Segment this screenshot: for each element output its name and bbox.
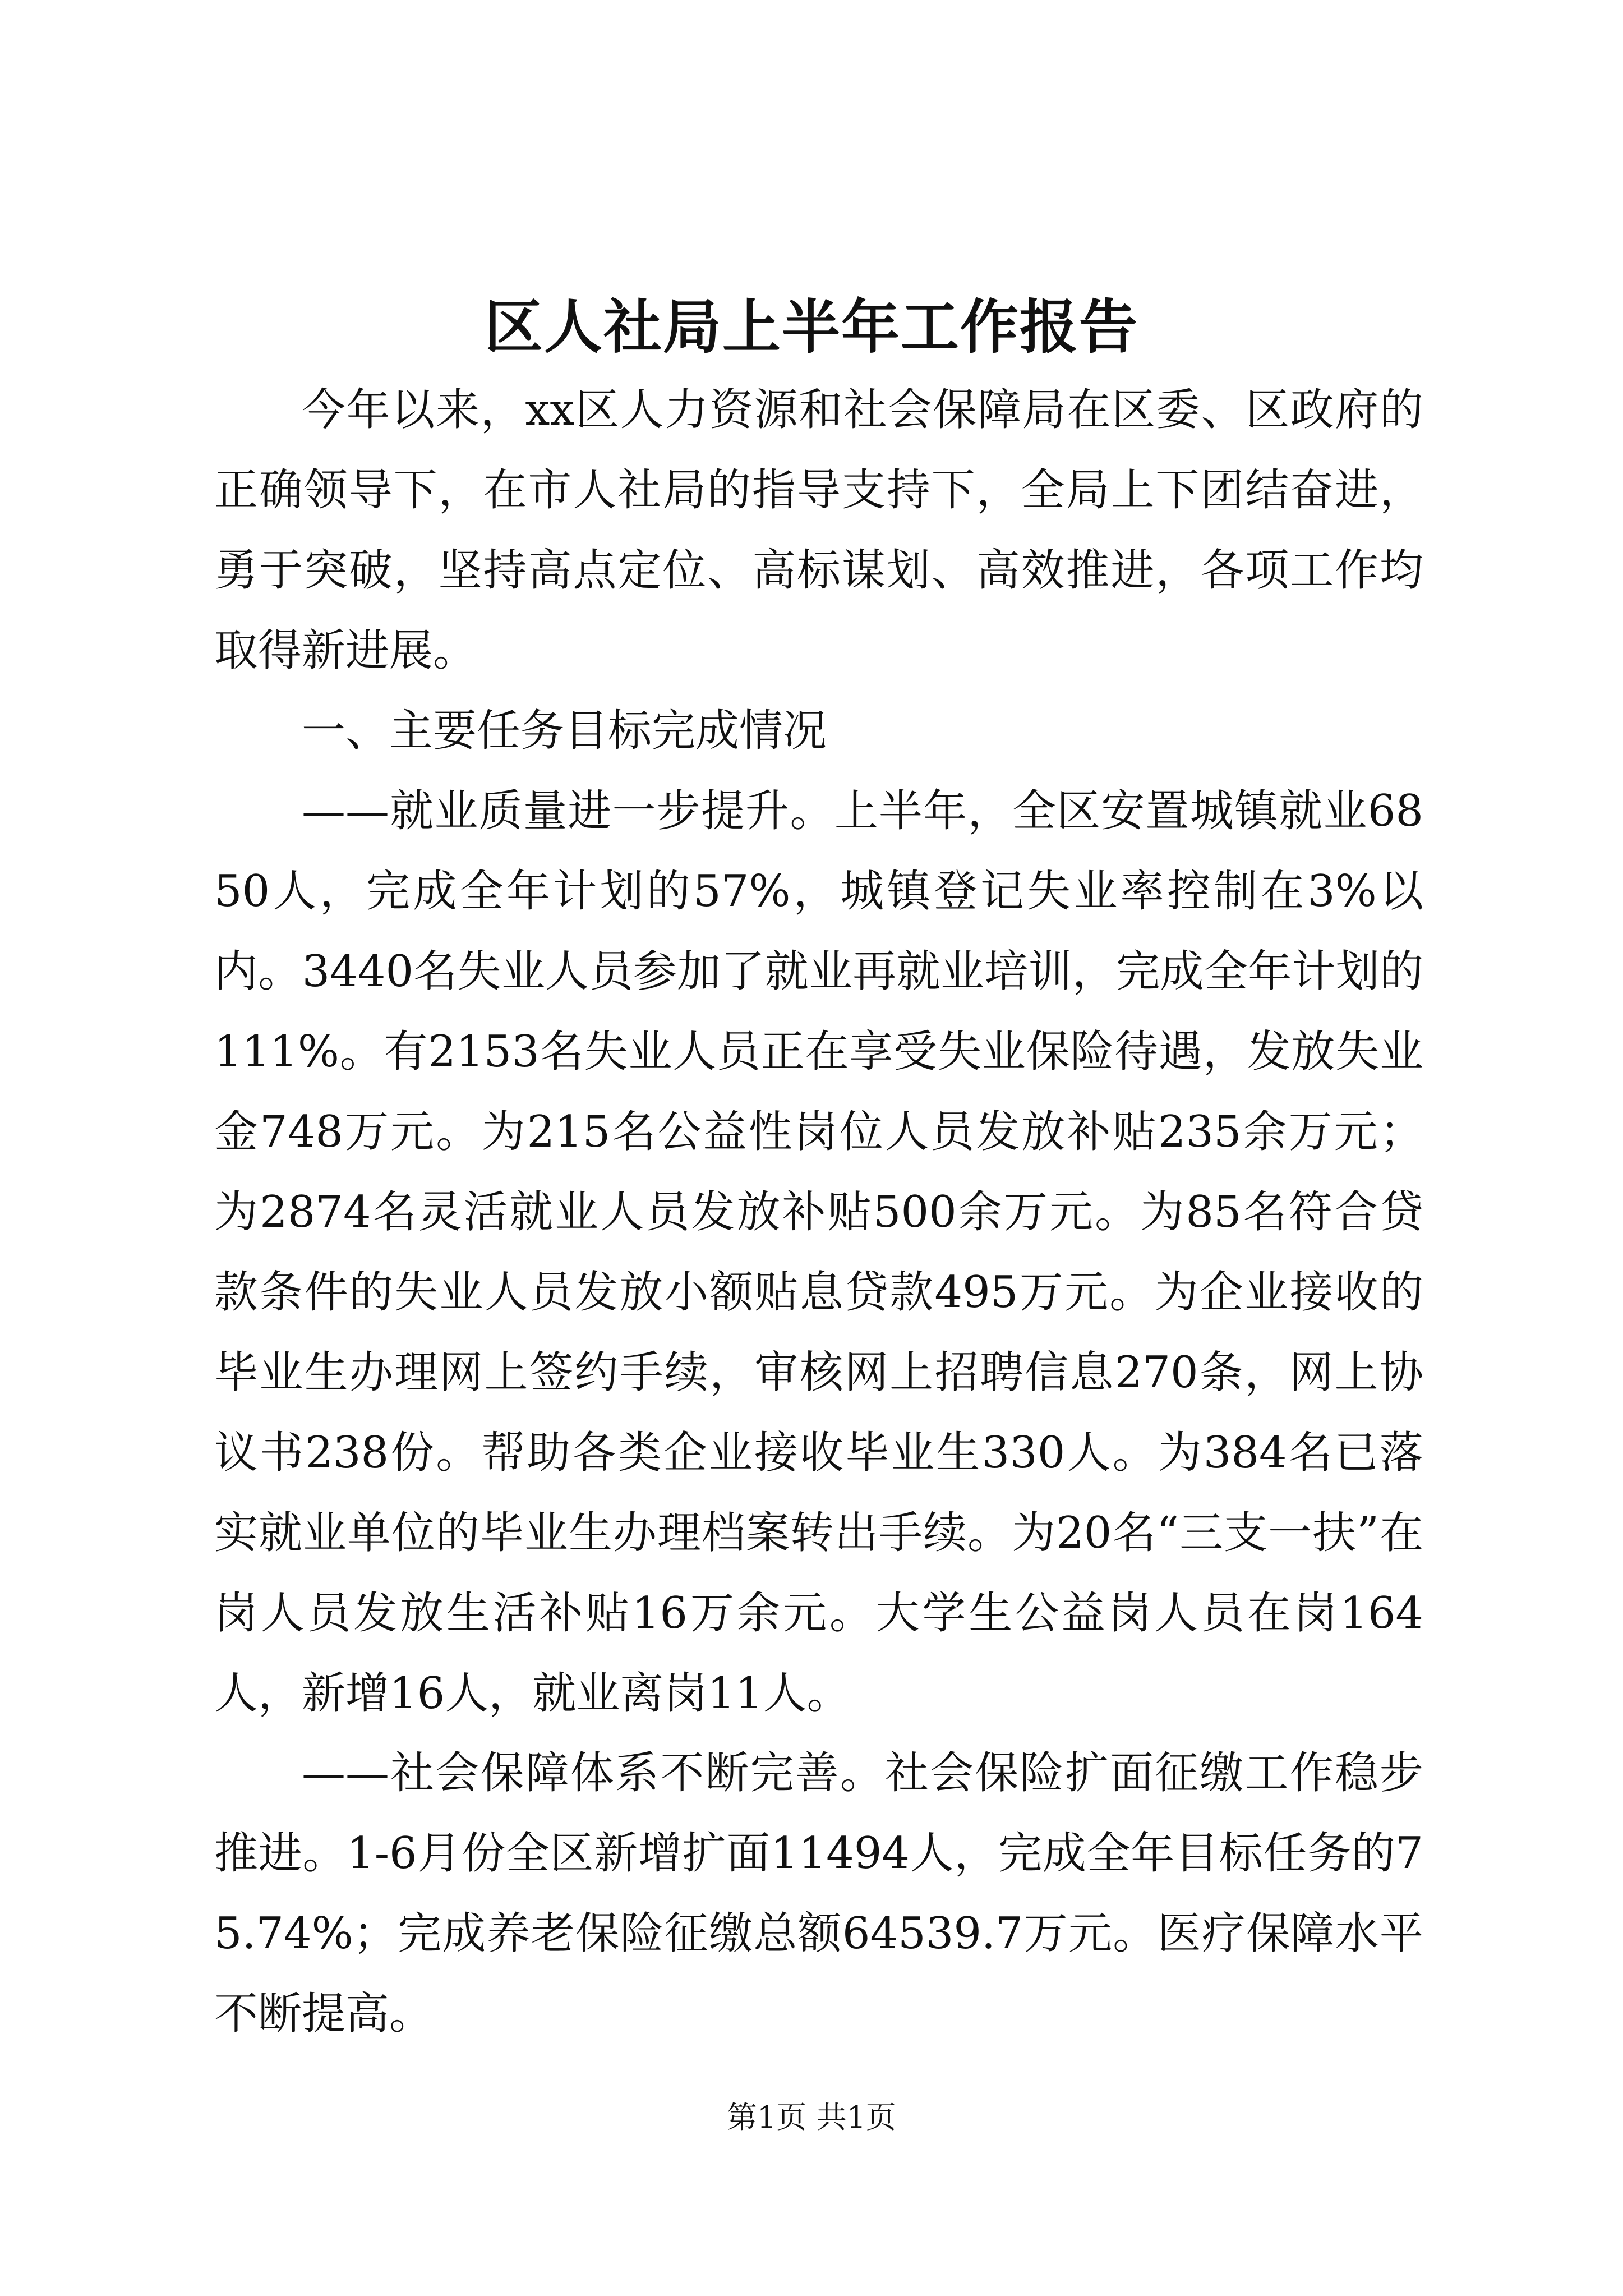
social-security-paragraph: ——社会保障体系不断完善。社会保险扩面征缴工作稳步推进。1-6月份全区新增扩面11494人，完成全年目标任务的75.74%；完成养老保险征缴总额64539.7万元。医疗保障水平不断提高。 xyxy=(214,1748,1423,2039)
document-title: 区人社局上半年工作报告 xyxy=(484,292,1138,361)
section-heading: 一、主要任务目标完成情况 xyxy=(302,706,827,756)
intro-paragraph: 今年以来，xx区人力资源和社会保障局在区委、区政府的正确领导下，在市人社局的指导支持下，全局上下团结奋进，勇于突破，坚持高点定位、高标谋划、高效推进，各项工作均取得新进展。 xyxy=(214,385,1423,676)
page-footer: 第1页 共1页 xyxy=(727,2100,896,2135)
employment-paragraph: ——就业质量进一步提升。上半年，全区安置城镇就业6850人，完成全年计划的57%，城镇登记失业率控制在3%以内。3440名失业人员参加了就业再就业培训，完成全年计划的111%。有2153名失业人员正在享受失业保险待遇，发放失业金748万元。为215名公益性岗位人员发放补贴235余万元；为2874名灵活就业人员发放补贴500余万元。为85名符合贷款条件的失业人员发放小额贴息贷款495万元。为企业接收的毕业生办理网上签约手续，审核网上招聘信息270条，网上协议书238份。帮助各类企业接收毕业生330人。为384名已落实就业单位的毕业生办理档案转出手续。为20名“三支一扶”在岗人员发放生活补贴16万余元。大学生公益岗人员在岗164人，新增16人，就业离岗11人。 xyxy=(214,786,1423,1719)
